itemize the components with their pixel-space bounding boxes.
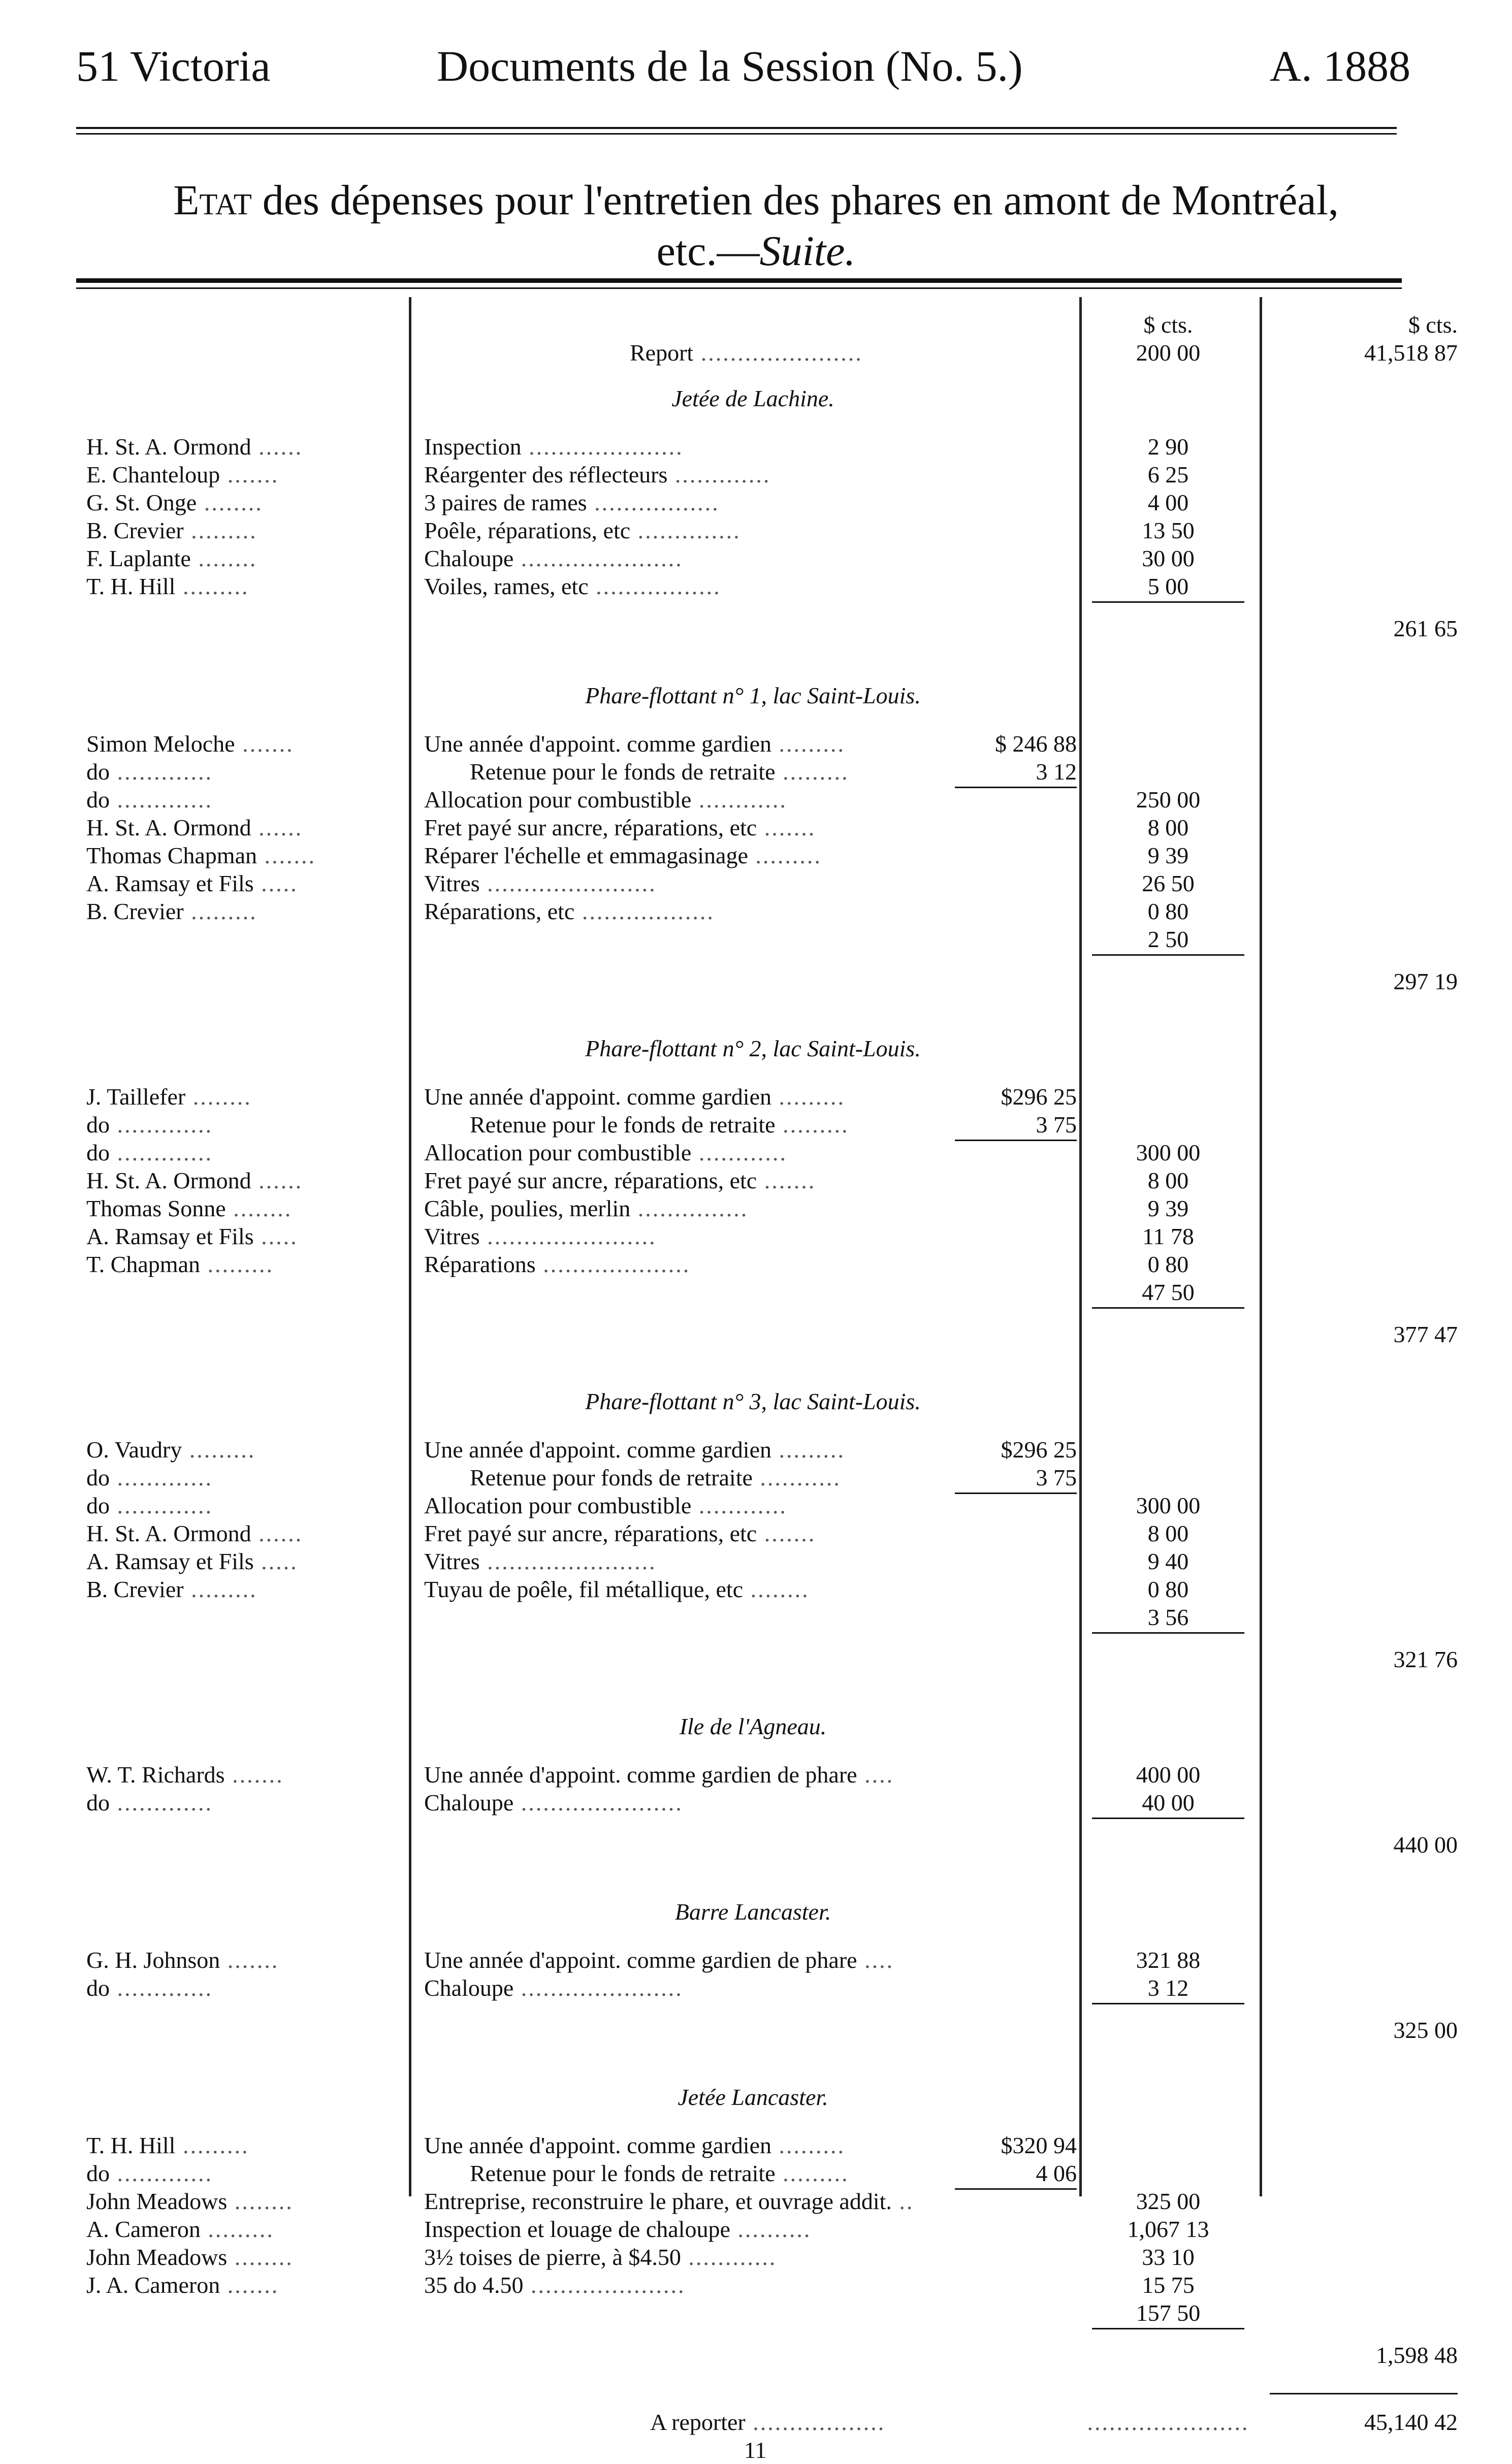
expense-description: Fret payé sur ancre, réparations, etc ....... [424, 1520, 816, 1546]
inner-subtotal-rule [955, 787, 1077, 788]
expense-description: Vitres ....................... [424, 1548, 657, 1574]
amount-unit-header: $ cts. [1143, 312, 1193, 338]
title-suite: Suite. [759, 228, 856, 275]
page-subtitle [0, 226, 1512, 277]
row-amount: 40 00 [1142, 1790, 1195, 1815]
total-unit-header: $ cts. [1408, 312, 1458, 338]
leader-dots: ....... [220, 462, 279, 488]
payee-name: T. H. Hill ......... [86, 573, 249, 599]
expense-description: Vitres ....................... [424, 1223, 657, 1249]
leader-dots: ......... [771, 2132, 845, 2158]
row-amount: 9 39 [1147, 1195, 1189, 1221]
payee-name: do ............. [86, 1465, 213, 1490]
payee-name: T. H. Hill ......... [86, 2132, 249, 2158]
leader-dots: ............... [630, 1195, 749, 1221]
expense-description: Une année d'appoint. comme gardien ......... [424, 1437, 845, 1463]
payee-name: Thomas Sonne ........ [86, 1195, 293, 1221]
payee-name: do ............. [86, 1790, 213, 1815]
row-amount: 2 90 [1147, 434, 1189, 460]
inner-amount: 3 75 [1036, 1112, 1077, 1138]
payee-name: H. St. A. Ormond ...... [86, 815, 303, 840]
leader-dots: ....... [757, 815, 816, 840]
carry-forward-dots [1082, 2408, 1254, 2436]
inner-amount: $296 25 [1001, 1084, 1077, 1110]
header-right: A. 1888 [1270, 42, 1411, 90]
section-subtotal-rule [1092, 2003, 1244, 2004]
expense-description: Inspection et louage de chaloupe .......... [424, 2216, 812, 2242]
payee-name: John Meadows ........ [86, 2188, 294, 2214]
expense-description: Une année d'appoint. comme gardien ......... [424, 2132, 845, 2158]
section-subtotal-rule [1092, 1307, 1244, 1309]
leader-dots: ............. [110, 1975, 213, 2001]
leader-dots: ...................... [513, 545, 683, 571]
leader-dots: ......... [775, 1112, 849, 1138]
leader-dots: .. [891, 2188, 914, 2214]
row-amount: 15 75 [1142, 2272, 1195, 2298]
row-amount: 0 80 [1147, 1251, 1189, 1277]
payee-name: do ............. [86, 1493, 213, 1518]
expense-description: Retenue pour le fonds de retraite ......... [470, 2160, 849, 2186]
section-subtotal-rule [1092, 601, 1244, 603]
section-title: Jetée de Lachine. [671, 385, 834, 411]
payee-name: A. Ramsay et Fils ..... [86, 870, 298, 896]
inner-amount: 4 06 [1036, 2160, 1077, 2186]
expense-description: Réparations, etc .................. [424, 898, 715, 924]
row-amount: 3 12 [1147, 1975, 1189, 2001]
expense-description: Chaloupe ...................... [424, 545, 683, 571]
payee-name: do ............. [86, 759, 213, 785]
leader-dots: ............. [110, 1112, 213, 1138]
column-divider-amount [1260, 297, 1262, 2196]
row-amount: 400 00 [1136, 1762, 1201, 1788]
title-line2: etc.— [656, 228, 760, 275]
inner-amount: 3 12 [1036, 759, 1077, 785]
row-amount: 300 00 [1136, 1493, 1201, 1518]
row-amount: 4 00 [1147, 490, 1189, 515]
header-rule-bottom [76, 133, 1397, 135]
report-total: 41,518 87 [1364, 340, 1458, 366]
row-amount: 321 88 [1136, 1947, 1201, 1973]
row-amount: 0 80 [1147, 898, 1189, 924]
title-rule-thin [76, 287, 1402, 289]
row-amount: 11 78 [1142, 1223, 1194, 1249]
expense-description: Allocation pour combustible ............ [424, 1493, 787, 1518]
leader-dots: ..... [253, 1548, 298, 1574]
expense-description: Retenue pour le fonds de retraite ......... [470, 759, 849, 785]
leader-dots: ...................... [1087, 2409, 1249, 2435]
expense-description: Réparer l'échelle et emmagasinage ......... [424, 842, 822, 868]
leader-dots: ........ [227, 2244, 294, 2270]
expense-description: Fret payé sur ancre, réparations, etc ....... [424, 815, 816, 840]
section-title: Phare-flottant n° 1, lac Saint-Louis. [585, 683, 921, 708]
payee-name: H. St. A. Ormond ...... [86, 1520, 303, 1546]
section-total: 325 00 [1393, 2017, 1458, 2043]
footer-total-rule [1270, 2393, 1458, 2394]
expense-description: Réparations .................... [424, 1251, 691, 1277]
payee-name: A. Ramsay et Fils ..... [86, 1223, 298, 1249]
expense-description: Fret payé sur ancre, réparations, etc ....... [424, 1168, 816, 1193]
leader-dots: ....... [235, 731, 294, 757]
payee-name: T. Chapman ......... [86, 1251, 274, 1277]
expense-description: 35 do 4.50 ..................... [424, 2272, 686, 2298]
leader-dots: ..... [253, 870, 298, 896]
expense-description: Tuyau de poêle, fil métallique, etc ........ [424, 1576, 810, 1602]
leader-dots: .................. [745, 2409, 886, 2435]
leader-dots: ............ [691, 1493, 787, 1518]
leader-dots: .......... [730, 2216, 812, 2242]
leader-dots: ....................... [479, 1223, 657, 1249]
expense-description: 3 paires de rames ................. [424, 490, 720, 515]
leader-dots: ............. [110, 759, 213, 785]
leader-dots: ......... [183, 1576, 258, 1602]
row-amount: 8 00 [1147, 1168, 1189, 1193]
header-rule-top [76, 127, 1397, 129]
leader-dots: ...................... [513, 1975, 683, 2001]
payee-name: G. H. Johnson ....... [86, 1947, 279, 1973]
expense-description: Poêle, réparations, etc .............. [424, 517, 741, 543]
leader-dots: ....................... [479, 1548, 657, 1574]
payee-name: E. Chanteloup ....... [86, 462, 279, 488]
report-label: Report ...................... [630, 340, 863, 366]
expense-description: Une année d'appoint. comme gardien ......... [424, 1084, 845, 1110]
leader-dots: ..................... [521, 434, 684, 460]
payee-name: W. T. Richards ....... [86, 1762, 284, 1788]
leader-dots: ............ [681, 2244, 777, 2270]
expense-description: Voiles, rames, etc ................. [424, 573, 721, 599]
leader-dots: .................... [535, 1251, 691, 1277]
payee-name: A. Cameron ......... [86, 2216, 274, 2242]
row-amount: 250 00 [1136, 787, 1201, 813]
section-subtotal-rule [1092, 1818, 1244, 1819]
section-subtotal-rule [1092, 1632, 1244, 1634]
inner-amount: $296 25 [1001, 1437, 1077, 1463]
inner-amount: 3 75 [1036, 1465, 1077, 1490]
row-amount: 8 00 [1147, 1520, 1189, 1546]
row-amount: 0 80 [1147, 1576, 1189, 1602]
section-title: Barre Lancaster. [674, 1899, 831, 1925]
payee-name: do ............. [86, 1112, 213, 1138]
leader-dots: ........ [197, 490, 263, 515]
expense-description: Chaloupe ...................... [424, 1975, 683, 2001]
leader-dots: ......... [200, 2216, 274, 2242]
row-amount: 1,067 13 [1127, 2216, 1209, 2242]
row-amount: 157 50 [1136, 2300, 1201, 2326]
payee-name: F. Laplante ........ [86, 545, 258, 571]
leader-dots: ........ [743, 1576, 810, 1602]
payee-name: B. Crevier ......... [86, 898, 258, 924]
row-amount: 9 39 [1147, 842, 1189, 868]
leader-dots: ...... [251, 815, 303, 840]
payee-name: H. St. A. Ormond ...... [86, 434, 303, 460]
expense-description: Vitres ....................... [424, 870, 657, 896]
carry-forward-label: A reporter .................. [650, 2409, 886, 2435]
payee-name: A. Ramsay et Fils ..... [86, 1548, 298, 1574]
page-number: 11 [744, 2437, 767, 2463]
leader-dots: ...... [251, 434, 303, 460]
leader-dots: ............ [691, 787, 787, 813]
payee-name: H. St. A. Ormond ...... [86, 1168, 303, 1193]
section-total: 321 76 [1393, 1646, 1458, 1672]
payee-name: J. A. Cameron ....... [86, 2272, 279, 2298]
leader-dots: ..................... [523, 2272, 686, 2298]
leader-dots: ............. [110, 2160, 213, 2186]
section-subtotal-rule [1092, 954, 1244, 956]
leader-dots: ............. [667, 462, 771, 488]
leader-dots: ........ [190, 545, 258, 571]
leader-dots: ............. [110, 1493, 213, 1518]
leader-dots: ............. [110, 1140, 213, 1165]
page-title [0, 175, 1512, 226]
expense-description: Chaloupe ...................... [424, 1790, 683, 1815]
leader-dots: ....... [220, 1947, 279, 1973]
row-amount: 13 50 [1142, 517, 1195, 543]
section-total: 261 65 [1393, 615, 1458, 641]
leader-dots: ................. [587, 490, 720, 515]
leader-dots: ...... [251, 1520, 303, 1546]
section-total: 1,598 48 [1376, 2342, 1458, 2368]
leader-dots: ....... [257, 842, 316, 868]
payee-name: Simon Meloche ....... [86, 731, 294, 757]
payee-name: do ............. [86, 1140, 213, 1165]
expense-description: Une année d'appoint. comme gardien de phare .... [424, 1947, 894, 1973]
leader-dots: ........ [227, 2188, 294, 2214]
expense-description: Retenue pour fonds de retraite ........... [470, 1465, 841, 1490]
section-title: Ile de l'Agneau. [679, 1713, 827, 1739]
expense-description: Retenue pour le fonds de retraite ......... [470, 1112, 849, 1138]
expense-description: Une année d'appoint. comme gardien ......... [424, 731, 845, 757]
inner-subtotal-rule [955, 1493, 1077, 1494]
leader-dots: .................. [574, 898, 715, 924]
row-amount: 30 00 [1142, 545, 1195, 571]
title-rule-thick [76, 278, 1402, 283]
inner-subtotal-rule [955, 1140, 1077, 1141]
leader-dots: ......... [175, 573, 249, 599]
report-amount: 200 00 [1136, 340, 1201, 366]
leader-dots: .............. [630, 517, 741, 543]
leader-dots: ......... [748, 842, 822, 868]
row-amount: 3 56 [1147, 1604, 1189, 1630]
row-amount: 8 00 [1147, 815, 1189, 840]
payee-name: Thomas Chapman ....... [86, 842, 316, 868]
payee-name: do ............. [86, 2160, 213, 2186]
row-amount: 26 50 [1142, 870, 1195, 896]
leader-dots: ............. [110, 1790, 213, 1815]
carry-forward-total: 45,140 42 [1364, 2409, 1458, 2435]
leader-dots: ......... [175, 2132, 249, 2158]
leader-dots: ............. [110, 1465, 213, 1490]
leader-dots: ....... [757, 1520, 816, 1546]
payee-name: do ............. [86, 787, 213, 813]
leader-dots: ............. [110, 787, 213, 813]
leader-dots: ....... [757, 1168, 816, 1193]
leader-dots: ...... [251, 1168, 303, 1193]
title-lead: Etat [173, 177, 252, 224]
inner-amount: $320 94 [1001, 2132, 1077, 2158]
leader-dots: .... [857, 1762, 894, 1788]
leader-dots: ........ [226, 1195, 293, 1221]
section-title: Phare-flottant n° 2, lac Saint-Louis. [585, 1035, 921, 1061]
row-amount: 2 50 [1147, 926, 1189, 952]
payee-name: do ............. [86, 1975, 213, 2001]
column-divider-names [409, 297, 411, 2196]
title-line1: des dépenses pour l'entretien des phares en amont de Montréal, [262, 177, 1339, 224]
payee-name: O. Vaudry ......... [86, 1437, 256, 1463]
leader-dots: ....................... [479, 870, 657, 896]
payee-name: B. Crevier ......... [86, 517, 258, 543]
leader-dots: ..... [253, 1223, 298, 1249]
leader-dots: ......... [771, 1084, 845, 1110]
expense-description: Entreprise, reconstruire le phare, et ouvrage addit. .. [424, 2188, 914, 2214]
leader-dots: ......... [183, 898, 258, 924]
row-amount: 5 00 [1147, 573, 1189, 599]
leader-dots: ....... [224, 1762, 284, 1788]
expense-description: Câble, poulies, merlin ............... [424, 1195, 749, 1221]
expense-description: Allocation pour combustible ............ [424, 787, 787, 813]
row-amount: 325 00 [1136, 2188, 1201, 2214]
leader-dots: ......... [200, 1251, 274, 1277]
inner-subtotal-rule [955, 2188, 1077, 2190]
expense-description: 3½ toises de pierre, à $4.50 ............ [424, 2244, 777, 2270]
payee-name: J. Taillefer ........ [86, 1084, 252, 1110]
row-amount: 300 00 [1136, 1140, 1201, 1165]
leader-dots: ........ [185, 1084, 252, 1110]
leader-dots: ......... [771, 731, 845, 757]
leader-dots: ......... [183, 517, 258, 543]
header-center: Documents de la Session (No. 5.) [437, 42, 1023, 90]
section-title: Phare-flottant n° 3, lac Saint-Louis. [585, 1388, 921, 1414]
section-title: Jetée Lancaster. [678, 2084, 828, 2110]
leader-dots: ......... [771, 1437, 845, 1463]
section-subtotal-rule [1092, 2328, 1244, 2329]
row-amount: 6 25 [1147, 462, 1189, 488]
payee-name: John Meadows ........ [86, 2244, 294, 2270]
section-total: 377 47 [1393, 1321, 1458, 1347]
section-total: 440 00 [1393, 1832, 1458, 1858]
payee-name: B. Crevier ......... [86, 1576, 258, 1602]
leader-dots: ........... [752, 1465, 841, 1490]
leader-dots: ......... [182, 1437, 256, 1463]
leader-dots: ....... [220, 2272, 279, 2298]
leader-dots: ......... [775, 759, 849, 785]
expense-description: Allocation pour combustible ............ [424, 1140, 787, 1165]
leader-dots: ...................... [693, 340, 863, 366]
expense-description: Inspection ..................... [424, 434, 684, 460]
section-total: 297 19 [1393, 968, 1458, 994]
leader-dots: .... [857, 1947, 894, 1973]
row-amount: 33 10 [1142, 2244, 1195, 2270]
header-left: 51 Victoria [76, 42, 271, 90]
inner-amount: $ 246 88 [995, 731, 1077, 757]
leader-dots: ................. [588, 573, 721, 599]
leader-dots: ...................... [513, 1790, 683, 1815]
row-amount: 47 50 [1142, 1279, 1195, 1305]
row-amount: 9 40 [1147, 1548, 1189, 1574]
leader-dots: ............ [691, 1140, 787, 1165]
leader-dots: ......... [775, 2160, 849, 2186]
payee-name: G. St. Onge ........ [86, 490, 263, 515]
expense-description: Réargenter des réflecteurs ............. [424, 462, 771, 488]
expense-description: Une année d'appoint. comme gardien de phare .... [424, 1762, 894, 1788]
